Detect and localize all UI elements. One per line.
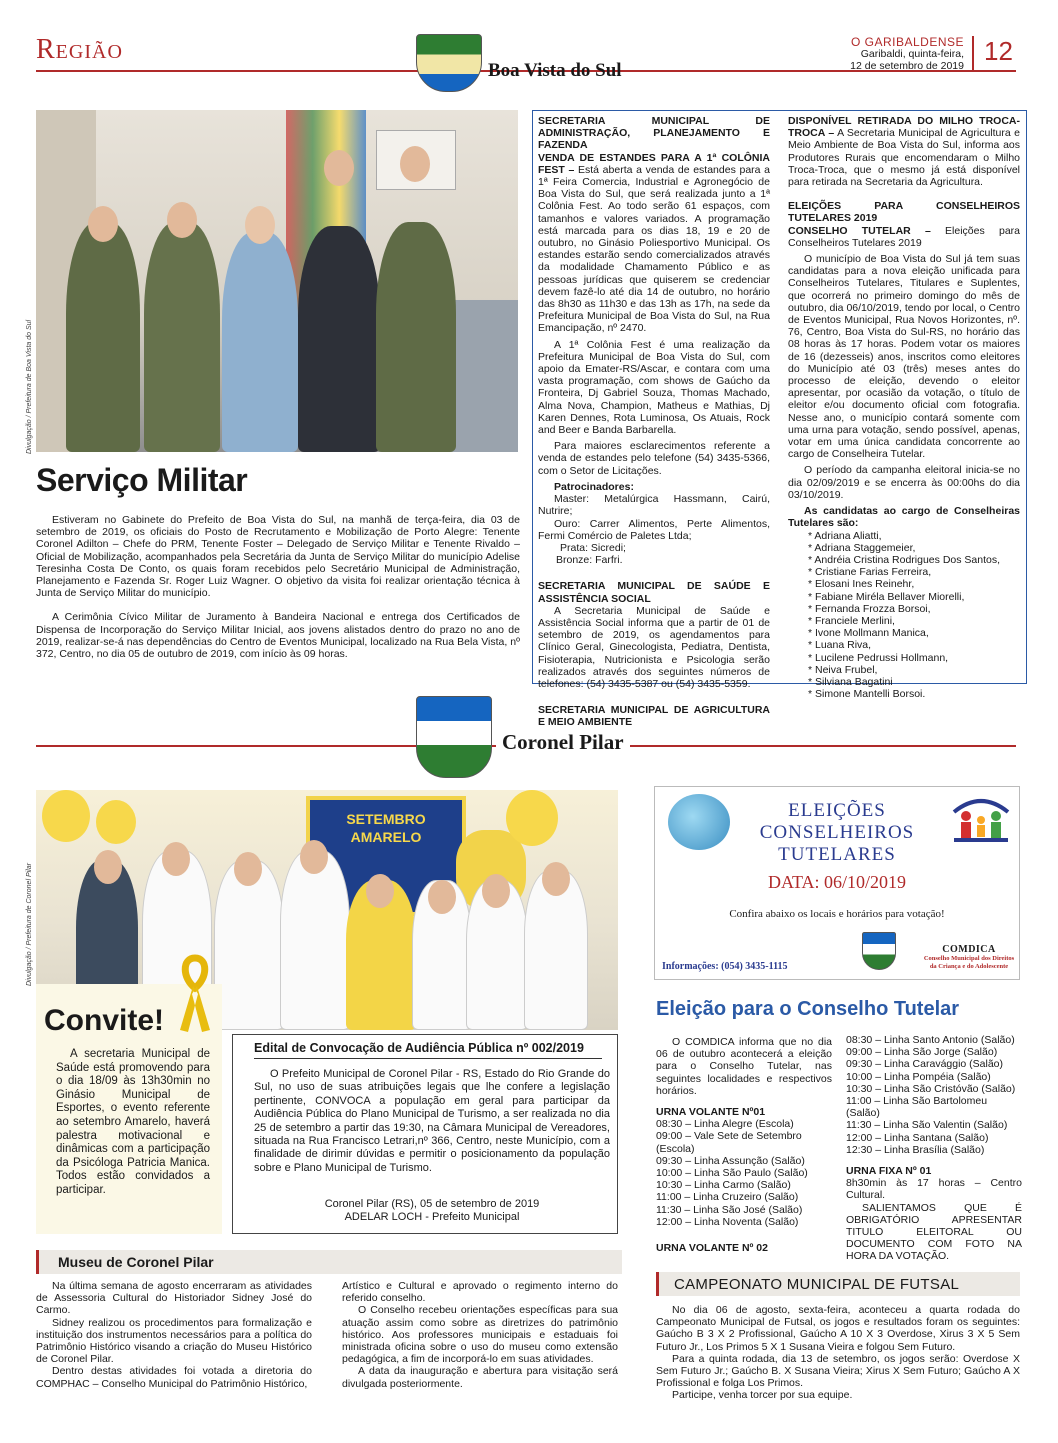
edital-signer: ADELAR LOCH - Prefeito Municipal	[344, 1211, 520, 1224]
list-item: * Fernanda Frozza Borsoi,	[808, 602, 931, 615]
article-paragraph: Estiveram no Gabinete do Prefeito de Boa Vista do Sul, na manhã de terça-feira, dia 03 de setembro de 2019, os oficiais do Posto de Recrutamento e Mobilização de Porto Alegre: Tenente Coronel Adilton – Chefe do PRM, Tenente Foster – Delegado de Serviço Militar e Tenente Rivaldo – Oficial de Mobilização, acompanhados pela Secretária da Junta de Serviço Militar do município Adelise Teresinha Costa De Conto, os quais foram recebidos pelo Secretário Municipal de Administração, Planejamento e Fazenda Sr. Roger Luiz Wagner. O objetivo da visita foi realizar orientação técnica à Junta de Serviço Militar do município.	[36, 514, 520, 600]
urna-heading: URNA VOLANTE Nº 02	[656, 1242, 768, 1255]
list-item: * Elosani Ines Reinehr,	[808, 578, 915, 591]
photo-credit: Divulgação / Prefeitura de Coronel Pilar	[26, 863, 33, 986]
lead-text: VENDA DE ESTANDES PARA A 1ª COLÔNIA FEST –	[538, 151, 770, 176]
paragraph-text: A Secretaria Municipal de Saúde e Assistência Social informa que a partir de 01 de setembro de 2019, os agendamentos para Clínico Geral, Ginecologista, Pediatra, Dentista, Fisioterapia, Nutricionista e Psicologia serão realizados através dos seguintes números de telefones: (54) 3435-5387 ou (54) 3435-5359.	[538, 604, 770, 690]
paragraph-text: Para maiores esclarecimentos referente a venda de estandes pelo telefone (54) 3435-5366, com o Setor de Licitações.	[538, 440, 770, 477]
list-item: * Adriana Aliatti,	[808, 529, 882, 542]
list-item: 12:00 – Linha Santana (Salão)	[846, 1131, 989, 1144]
list-item: * Fabiane Miréla Bellaver Miorelli,	[808, 590, 965, 603]
list-item: * Neiva Frubel,	[808, 663, 878, 676]
article-paragraph: A Cerimônia Cívico Militar de Juramento à Bandeira Nacional e entrega dos Certificados de Dispensa de Incorporação do Serviço Militar Inicial, aos jovens alistados dentro do prazo no ano de 2019, realizar-se-á nas dependências do Centro de Eventos Municipal, localizado na Rua Bela Vista, nº 372, Centro, no dia 05 de outubro de 2019, com início às 09 horas.	[36, 611, 520, 661]
municipality-title: Boa Vista do Sul	[488, 60, 622, 81]
section-heading: ELEIÇÕES PARA CONSELHEIROS TUTELARES 2019	[788, 200, 1020, 225]
paragraph-text: Está aberta a venda de estandes para a 1ª Feira Comercia, Industrial e Agronegócio de Boa Vista do Sul, que será realizada junto a 1ª Colônia Fest. Ao todo serão 61 espaços, com tamanhos e valores variados. A programação está marcada para os dias 18, 19 e 20 de outubro, no Ginásio Poliesportivo Municipal. Os estandes estarão sendo comercializados através da modalidade Chamamento Público e as pessoas jurídicas que quiserem se credenciar devem fazê-lo até dia 14 de outubro, no horário das 8h30 as 11h30 e das 13h as 17h, na sede da Prefeitura Municipal de Boa Vista do Sul, na Rua Emancipação, nº 2470.	[538, 163, 771, 335]
list-item: 10:30 – Linha São Cristóvão (Salão)	[846, 1082, 1016, 1095]
list-item: * Adriana Staggemeier,	[808, 541, 916, 554]
article-paragraph: No dia 06 de agosto, sexta-feira, aconteceu a quarta rodada do Campeonato Municipal de Futsal, os jogos e resultados foram os seguintes: Gaúcho B 3 X 2 Profissional, Gaúcho A 10 X 3 Overdose, Xirus 3 X 5 Sem Futuro Jr., Los Primos 5 X 1 Susana Vieira e folgou Sem Futuro.	[656, 1304, 1020, 1353]
boa-vista-crest-icon	[416, 34, 482, 92]
list-item: 09:00 – Linha São Jorge (Salão)	[846, 1046, 998, 1059]
list-item: * Lucilene Pedrussi Hollmann,	[808, 651, 949, 664]
edital-signature	[254, 1198, 610, 1225]
page-separator	[972, 36, 974, 70]
list-item: 8h30min às 17 horas – Centro Cultural.	[846, 1177, 1022, 1202]
paragraph-text: A 1ª Colônia Fest é uma realização da Prefeitura Municipal de Boa Vista do Sul, com apoio da Emater-RS/Ascar, e contara com uma vasta programação, com shows de Gaúcho da Fronteira, Dj Gabriel Souza, Thomas Machado, Alma Nova, Champion, Matheus e Mathias, Dj Karen Dennes, Rota Luminosa, Os Atuais, Rock and Beer e Banda Barbarella.	[538, 338, 770, 437]
sponsor-line: Ouro: Carrer Alimentos, Perte Alimentos, Fermi Comércio de Paletes Ltda;	[538, 517, 770, 542]
coronel-pilar-crest-icon	[416, 696, 492, 778]
candidates-heading: As candidatas ao cargo de Conselheiras Tutelares são:	[788, 505, 1020, 530]
list-item: * Cristiane Farias Ferreira,	[808, 566, 932, 579]
page-number: 12	[984, 36, 1013, 66]
article-paragraph: Para a quinta rodada, dia 13 de setembro, os jogos serão: Overdose X Sem Futuro Jr.; Gaúcho B. X Susana Vieira; Xirus X Sem Futuro; Gaúcho A X Profissional e folga Los Primos.	[656, 1352, 1020, 1390]
article-title: Serviço Militar	[36, 462, 248, 498]
military-group-photo	[36, 110, 518, 452]
comdica-subtitle: Conselho Municipal dos Direitos da Criança e do Adolescente	[923, 955, 1015, 970]
list-item: 10:30 – Linha Carmo (Salão)	[656, 1179, 791, 1192]
article-paragraph: Participe, venha torcer por sua equipe.	[672, 1389, 853, 1402]
list-item: 09:00 – Vale Sete de Setembro (Escola)	[656, 1130, 802, 1155]
election-info: Informações: (054) 3435-1115	[662, 961, 788, 972]
article-paragraph: Sidney realizou os procedimentos para formalização e instituição dos instrumentos necessários para a política do Patrimônio Histórico visando a criação do Museu Histórico de Coronel Pilar.	[36, 1316, 312, 1366]
list-item: 12:30 – Linha Brasília (Salão)	[846, 1143, 985, 1156]
museu-column-left	[36, 1280, 312, 1390]
election-notice: SALIENTAMOS QUE É OBRIGATÓRIO APRESENTAR TITULO ELEITORAL OU DOCUMENTO COM FOTO NA HORA DA VOTAÇÃO.	[846, 1201, 1022, 1263]
ad-title-line: TUTELARES	[778, 844, 896, 865]
eleicao-column-right	[846, 1034, 1022, 1263]
list-item: 09:30 – Linha Assunção (Salão)	[656, 1154, 805, 1167]
edital-body: O Prefeito Municipal de Coronel Pilar - RS, Estado do Rio Grande do Sul, no uso de suas atribuições legais que lhe confere a legislação pertinente, CONVOCA a população em geral para participar da Audiência Pública do Plano Municipal de Turismo, a ser realizada no dia 25 de setembro a partir das 19:30, na Câmara Municipal de Vereadores, situada na Rua Francisco Letrari,nº 366, Centro, neste Município, com a finalidade de dirimir dúvidas e permitir o posicionamento da população sobre e Plano Municipal de Turismo.	[254, 1068, 610, 1174]
lead-text: DISPONÍVEL RETIRADA DO MILHO TROCA-TROCA –	[788, 115, 1020, 140]
edital-date: Coronel Pilar (RS), 05 de setembro de 2019	[324, 1198, 540, 1210]
article-title: Eleição para o Conselho Tutelar	[656, 998, 960, 1020]
paper-name: O GARIBALDENSE	[850, 35, 964, 49]
yellow-ribbon-icon	[176, 954, 214, 1034]
news-column-left	[538, 115, 770, 729]
eleicao-column-left	[656, 1036, 832, 1254]
urna-heading: URNA FIXA Nº 01	[846, 1165, 932, 1178]
convite-text: A secretaria Municipal de Saúde está promovendo para o dia 18/09 às 13h30min no Ginásio Municipal de Esportes, o evento referente ao setembro Amarelo, haverá palestra motivacional e dinâmicas com a participação da Psicóloga Patricia Manica. Todos estão convidados a participar.	[56, 1048, 210, 1196]
paragraph-text: Eleições para Conselheiros Tutelares 2019	[788, 224, 1020, 249]
article-body	[36, 514, 520, 672]
sponsor-line: Bronze: Farfri.	[556, 554, 623, 567]
museu-title: Museu de Coronel Pilar	[58, 1254, 214, 1270]
banner-text: AMARELO	[350, 829, 422, 845]
list-item: 08:30 – Linha Alegre (Escola)	[656, 1118, 794, 1131]
article-paragraph: Artístico e Cultural e aprovado o regimento interno do referido conselho.	[342, 1280, 618, 1305]
election-ad-title	[654, 800, 1020, 866]
election-subtitle: Confira abaixo os locais e horários para votação!	[729, 908, 945, 920]
candidates-list	[788, 530, 1020, 701]
article-paragraph: O Conselho recebeu orientações específicas para sua atuação assim como sobre as diretrizes do patrimônio histórico. Aos professores municipais e estaduais foi ministrada oficina sobre o uso do museu como extensão pedagógica, a fim de incorporá-lo em suas atividades.	[342, 1304, 618, 1366]
sponsors-heading: Patrocinadores:	[554, 480, 634, 493]
list-item: 12:00 – Linha Noventa (Salão)	[656, 1215, 799, 1228]
futsal-body	[656, 1304, 1020, 1402]
section-heading: SECRETARIA MUNICIPAL DE ADMINISTRAÇÃO, PLANEJAMENTO E FAZENDA	[538, 115, 770, 152]
convite-title: Convite!	[44, 1004, 164, 1037]
list-item: 11:30 – Linha São José (Salão)	[656, 1203, 803, 1216]
election-date: DATA: 06/10/2019	[767, 872, 907, 892]
sponsor-line: Prata: Sicredi;	[560, 541, 626, 554]
ad-title-line: CONSELHEIROS	[759, 822, 915, 843]
comdica-name: COMDICA	[942, 944, 996, 955]
paper-city-day: Garibaldi, quinta-feira,	[860, 48, 964, 60]
section-heading: SECRETARIA MUNICIPAL DE SAÚDE E ASSISTÊNCIA SOCIAL	[538, 580, 770, 605]
article-paragraph: Dentro destas atividades foi votada a diretoria do COMPHAC – Conselho Municipal do Patrimônio Histórico,	[36, 1365, 312, 1390]
list-item: * Andréia Cristina Rodrigues Dos Santos,	[808, 553, 1001, 566]
comdica-logo	[922, 944, 1016, 970]
lead-text: CONSELHO TUTELAR –	[788, 224, 931, 237]
list-item: 10:00 – Linha Pompéia (Salão)	[846, 1070, 991, 1083]
list-item: 11:00 – Linha São Bartolomeu (Salão)	[846, 1095, 988, 1120]
ad-title-line: ELEIÇÕES	[788, 800, 886, 821]
edital-title: Edital de Convocação de Audiência Pública nº 002/2019	[254, 1041, 584, 1055]
banner-text: SETEMBRO	[346, 811, 426, 827]
edital-rule	[254, 1058, 602, 1059]
section-heading: SECRETARIA MUNICIPAL DE AGRICULTURA E MEIO AMBIENTE	[538, 704, 770, 729]
photo-credit: Divulgação / Prefeitura de Boa Vista do Sul	[26, 319, 33, 454]
coronel-pilar-crest-icon	[862, 932, 896, 970]
sponsor-line: Master: Metalúrgica Hassmann, Cairú, Nutrire;	[538, 493, 770, 518]
list-item: * Ivone Mollmann Manica,	[808, 627, 929, 640]
paper-date: 12 de setembro de 2019	[850, 60, 964, 72]
section-title: Região	[36, 34, 123, 65]
list-item: 09:30 – Linha Caravággio (Salão)	[846, 1058, 1004, 1071]
futsal-title: CAMPEONATO MUNICIPAL DE FUTSAL	[674, 1276, 960, 1293]
museu-column-right	[342, 1280, 618, 1390]
list-item: * Simone Mantelli Borsoi.	[808, 688, 926, 701]
list-item: 11:30 – Linha São Valentin (Salão)	[846, 1119, 1008, 1132]
list-item: 10:00 – Linha São Paulo (Salão)	[656, 1167, 808, 1180]
paper-info	[850, 36, 964, 72]
paragraph-text: O período da campanha eleitoral inicia-se no dia 02/09/2019 e se encerra às 00:00hs do dia 03/10/2019.	[788, 464, 1020, 501]
urna-heading: URNA VOLANTE Nº01	[656, 1106, 766, 1119]
list-item: * Silviana Bagatini	[808, 675, 893, 688]
article-paragraph: Na última semana de agosto encerraram as atividades de Assessoria Cultural do Historiador Sidney José do Carmo.	[36, 1280, 312, 1317]
news-column-right	[788, 115, 1020, 700]
list-item: * Luana Riva,	[808, 639, 872, 652]
list-item: * Franciele Merlini,	[808, 614, 895, 627]
list-item: 11:00 – Linha Cruzeiro (Salão)	[656, 1191, 799, 1204]
list-item: 08:30 – Linha Santo Antonio (Salão)	[846, 1034, 1015, 1046]
article-paragraph: A data da inauguração e abertura para visitação será divulgada posteriormente.	[342, 1365, 618, 1390]
article-paragraph: O COMDICA informa que no dia 06 de outubro acontecerá a eleição para o Conselho Tutelar, nas seguintes localidades e respectivos horários.	[656, 1036, 832, 1097]
paragraph-text: A Secretaria Municipal de Agricultura e Meio Ambiente de Boa Vista do Sul, informa aos Produtores Rurais que encomendaram o Milho Troca-Troca, que o mesmo já está disponível para retirada na Secretaria da Agricultura.	[788, 127, 1020, 189]
municipality-title: Coronel Pilar	[496, 730, 630, 755]
paragraph-text: O município de Boa Vista do Sul já tem suas candidatas para a nova eleição unificada para Conselheiros Tutelares, Titulares e Suplentes, que ocorrerá no primeiro domingo do mês de outubro, dia 06/10/2019, tendo por local, o Centro de Eventos Municipal, Rua Novos Horizontes, nº. 76, Centro, Boa Vista do Sul-RS, no horário das 08 horas às 17 horas. Podem votar os maiores de 16 (dezesseis) anos, inscritos como eleitores do Município até 03 (três) meses antes do processo de eleição, devendo o eleitor apresentar, por ocasião da votação, o título de eleitor e/ou documento oficial com fotografia. Nesse ano, o município contará somente com uma urna para votação, sendo possível, apenas, votar em uma única candidata concorrente ao cargo de Conselheira Tutelar.	[788, 253, 1020, 461]
